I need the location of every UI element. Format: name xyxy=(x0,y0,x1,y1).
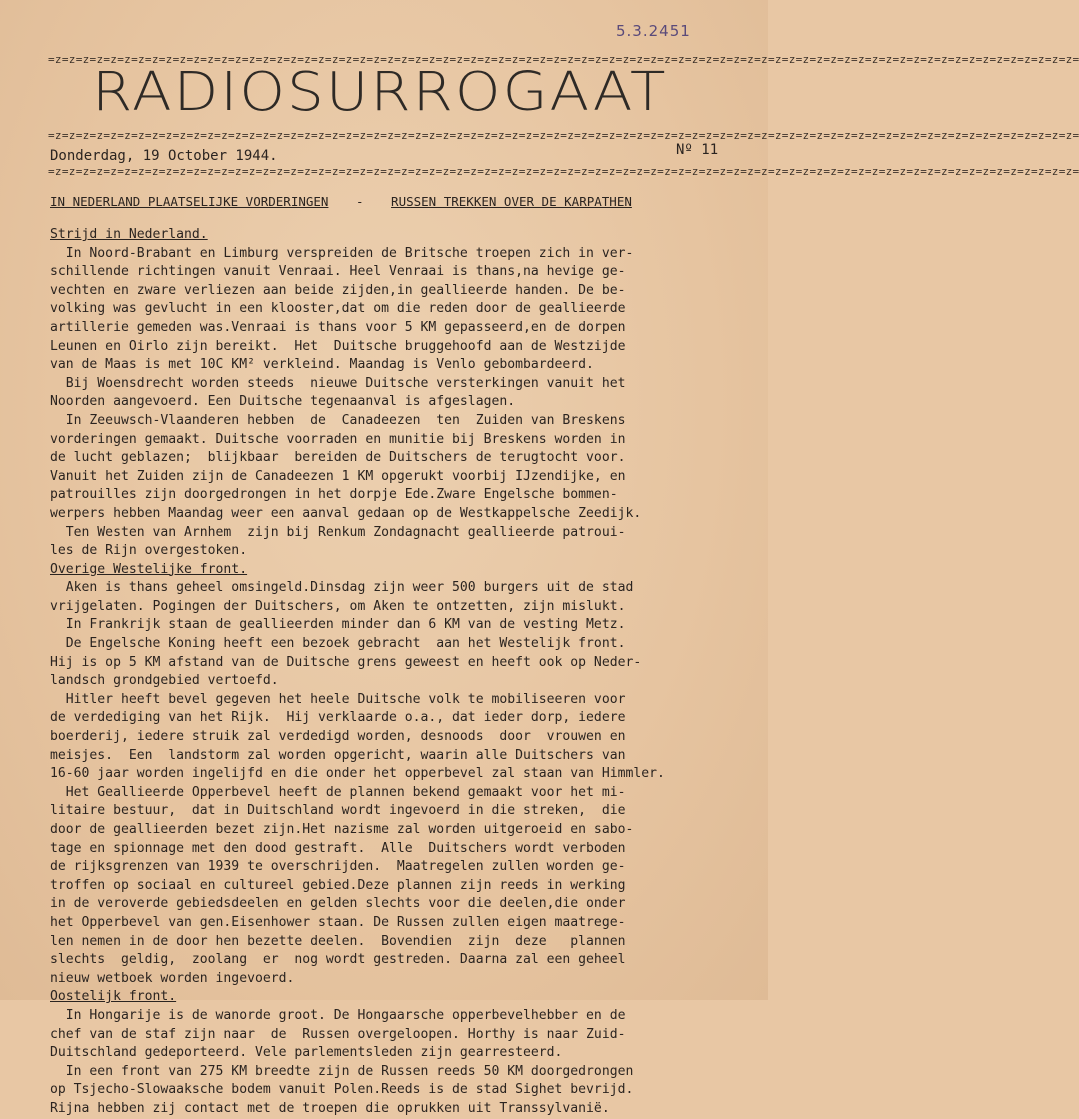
text-line: schillende richtingen vanuit Venraai. Heel Venraai is thans,na hevige ge- xyxy=(50,264,626,280)
text-line: Hij is op 5 KM afstand van de Duitsche grens geweest en heeft ook op Neder- xyxy=(50,654,642,670)
text-line: volking was gevlucht in een klooster,dat om die reden door de geallieerde xyxy=(50,301,626,317)
article-body xyxy=(50,226,740,1119)
masthead-title: RADIOSURROGAAT xyxy=(92,60,668,123)
divider-top: =z=z=z=z=z=z=z=z=z=z=z=z=z=z=z=z=z=z=z=z=z=z=z=z=z=z=z=z=z=z=z=z=z=z=z=z=z=z=z=z=z=z=z=z=z=z=z=z=z=z=z=z=z=z=z=z=z=z=z=z=z=z=z=z=z=z=z=z=z=z=z=z=z=z= xyxy=(48,53,1079,66)
text-line: de verdediging van het Rijk. Hij verklaarde o.a., dat ieder dorp, iedere xyxy=(50,710,626,726)
text-line: Rijna hebben zij contact met de troepen die oprukken uit Transsylvanië. xyxy=(50,1100,610,1116)
text-line: op Tsjecho-Slowaaksche bodem vanuit Polen.Reeds is de stad Sighet bevrijd. xyxy=(50,1082,634,1098)
text-line: In Frankrijk staan de geallieerden minder dan 6 KM van de vesting Metz. xyxy=(50,617,626,633)
text-line: landsch grondgebied vertoefd. xyxy=(50,673,279,689)
article-section xyxy=(50,988,740,1118)
section-heading: Strijd in Nederland. xyxy=(50,227,208,242)
text-line: slechts geldig, zoolang er nog wordt gestreden. Daarna zal een geheel xyxy=(50,952,626,968)
text-line: Duitschland gedeporteerd. Vele parlementsleden zijn gearresteerd. xyxy=(50,1045,563,1061)
handwritten-annotation: 5.3.2451 xyxy=(616,22,691,40)
text-line: vrijgelaten. Pogingen der Duitschers, om Aken te ontzetten, zijn mislukt. xyxy=(50,598,626,614)
text-line: werpers hebben Maandag weer een aanval gedaan op de Westkappelsche Zeedijk. xyxy=(50,505,642,521)
text-line: Leunen en Oirlo zijn bereikt. Het Duitsche bruggehoofd aan de Westzijde xyxy=(50,338,626,354)
text-line: In Noord-Brabant en Limburg verspreiden de Britsche troepen zich in ver- xyxy=(50,245,634,261)
text-line: les de Rijn overgestoken. xyxy=(50,543,248,559)
text-line: chef van de staf zijn naar de Russen overgeloopen. Horthy is naar Zuid- xyxy=(50,1026,626,1042)
text-line: nieuw wetboek worden ingevoerd. xyxy=(50,970,295,986)
headline xyxy=(50,194,740,209)
text-line: In Zeeuwsch-Vlaanderen hebben de Canadeezen ten Zuiden van Breskens xyxy=(50,412,626,428)
text-line: Aken is thans geheel omsingeld.Dinsdag zijn weer 500 burgers uit de stad xyxy=(50,580,634,596)
text-line: 16-60 jaar worden ingelijfd en die onder het opperbevel zal staan van Himmler. xyxy=(50,766,665,782)
text-line: Ten Westen van Arnhem zijn bij Renkum Zondagnacht geallieerde patroui- xyxy=(50,524,626,540)
text-line: Het Geallieerde Opperbevel heeft de plannen bekend gemaakt voor het mi- xyxy=(50,784,626,800)
text-line: de lucht geblazen; blijkbaar bereiden de Duitschers de terugtocht voor. xyxy=(50,450,626,466)
divider-under-date: =z=z=z=z=z=z=z=z=z=z=z=z=z=z=z=z=z=z=z=z=z=z=z=z=z=z=z=z=z=z=z=z=z=z=z=z=z=z=z=z=z=z=z=z=z=z=z=z=z=z=z=z=z=z=z=z=z=z=z=z=z=z=z=z=z=z=z=z=z=z=z=z=z=z= xyxy=(48,165,1079,178)
text-line: De Engelsche Koning heeft een bezoek gebracht aan het Westelijk front. xyxy=(50,636,626,652)
text-line: tage en spionnage met den dood gestraft. Alle Duitschers wordt verboden xyxy=(50,840,626,856)
text-line: In een front van 275 KM breedte zijn de Russen reeds 50 KM doorgedrongen xyxy=(50,1063,634,1079)
section-heading: Overige Westelijke front. xyxy=(50,561,248,577)
text-line: de rijksgrenzen van 1939 te overschrijden. Maatregelen zullen worden ge- xyxy=(50,859,626,875)
text-line: vechten en zware verliezen aan beide zijden,in geallieerde handen. De be- xyxy=(50,282,626,298)
text-line: het Opperbevel van gen.Eisenhower staan. De Russen zullen eigen maatrege- xyxy=(50,914,626,930)
headline-right: RUSSEN TREKKEN OVER DE KARPATHEN xyxy=(391,194,632,209)
text-line: van de Maas is met 10C KM² verkleind. Maandag is Venlo gebombardeerd. xyxy=(50,357,594,373)
text-line: len nemen in de door hen bezette deelen. Bovendien zijn deze plannen xyxy=(50,933,626,949)
text-line: Vanuit het Zuiden zijn de Canadeezen 1 KM opgerukt voorbij IJzendijke, en xyxy=(50,468,626,484)
text-line: Hitler heeft bevel gegeven het heele Duitsche volk te mobiliseeren voor xyxy=(50,691,626,707)
issue-date: Donderdag, 19 October 1944. xyxy=(50,148,278,164)
article-section xyxy=(50,226,740,561)
text-line: in de veroverde gebiedsdeelen en gelden slechts voor die deelen,die onder xyxy=(50,896,626,912)
text-line: artillerie gemeden was.Venraai is thans voor 5 KM gepasseerd,en de dorpen xyxy=(50,319,626,335)
text-line: troffen op sociaal en cultureel gebied.Deze plannen zijn reeds in werking xyxy=(50,877,626,893)
text-line: boerderij, iedere struik zal verdedigd worden, desnoods door vrouwen en xyxy=(50,729,626,745)
section-heading: Oostelijk front. xyxy=(50,989,177,1005)
text-line: Bij Woensdrecht worden steeds nieuwe Duitsche versterkingen vanuit het xyxy=(50,375,626,391)
text-line: door de geallieerden bezet zijn.Het nazisme zal worden uitgeroeid en sabo- xyxy=(50,822,634,837)
divider-under-masthead: =z=z=z=z=z=z=z=z=z=z=z=z=z=z=z=z=z=z=z=z=z=z=z=z=z=z=z=z=z=z=z=z=z=z=z=z=z=z=z=z=z=z=z=z=z=z=z=z=z=z=z=z=z=z=z=z=z=z=z=z=z=z=z=z=z=z=z=z=z=z=z=z=z=z= xyxy=(48,129,1079,142)
issue-number: Nº 11 xyxy=(676,142,719,158)
text-line: litaire bestuur, dat in Duitschland wordt ingevoerd in die streken, die xyxy=(50,803,626,819)
text-line: vorderingen gemaakt. Duitsche voorraden en munitie bij Breskens worden in xyxy=(50,431,626,447)
headline-left: IN NEDERLAND PLAATSELIJKE VORDERINGEN xyxy=(50,194,329,209)
headline-separator: - xyxy=(355,194,364,209)
article-section xyxy=(50,561,740,989)
text-line: In Hongarije is de wanorde groot. De Hongaarsche opperbevelhebber en de xyxy=(50,1007,626,1023)
text-line: Noorden aangevoerd. Een Duitsche tegenaanval is afgeslagen. xyxy=(50,394,516,410)
text-line: patrouilles zijn doorgedrongen in het dorpje Ede.Zware Engelsche bommen- xyxy=(50,487,618,503)
text-line: meisjes. Een landstorm zal worden opgericht, waarin alle Duitschers van xyxy=(50,747,626,763)
